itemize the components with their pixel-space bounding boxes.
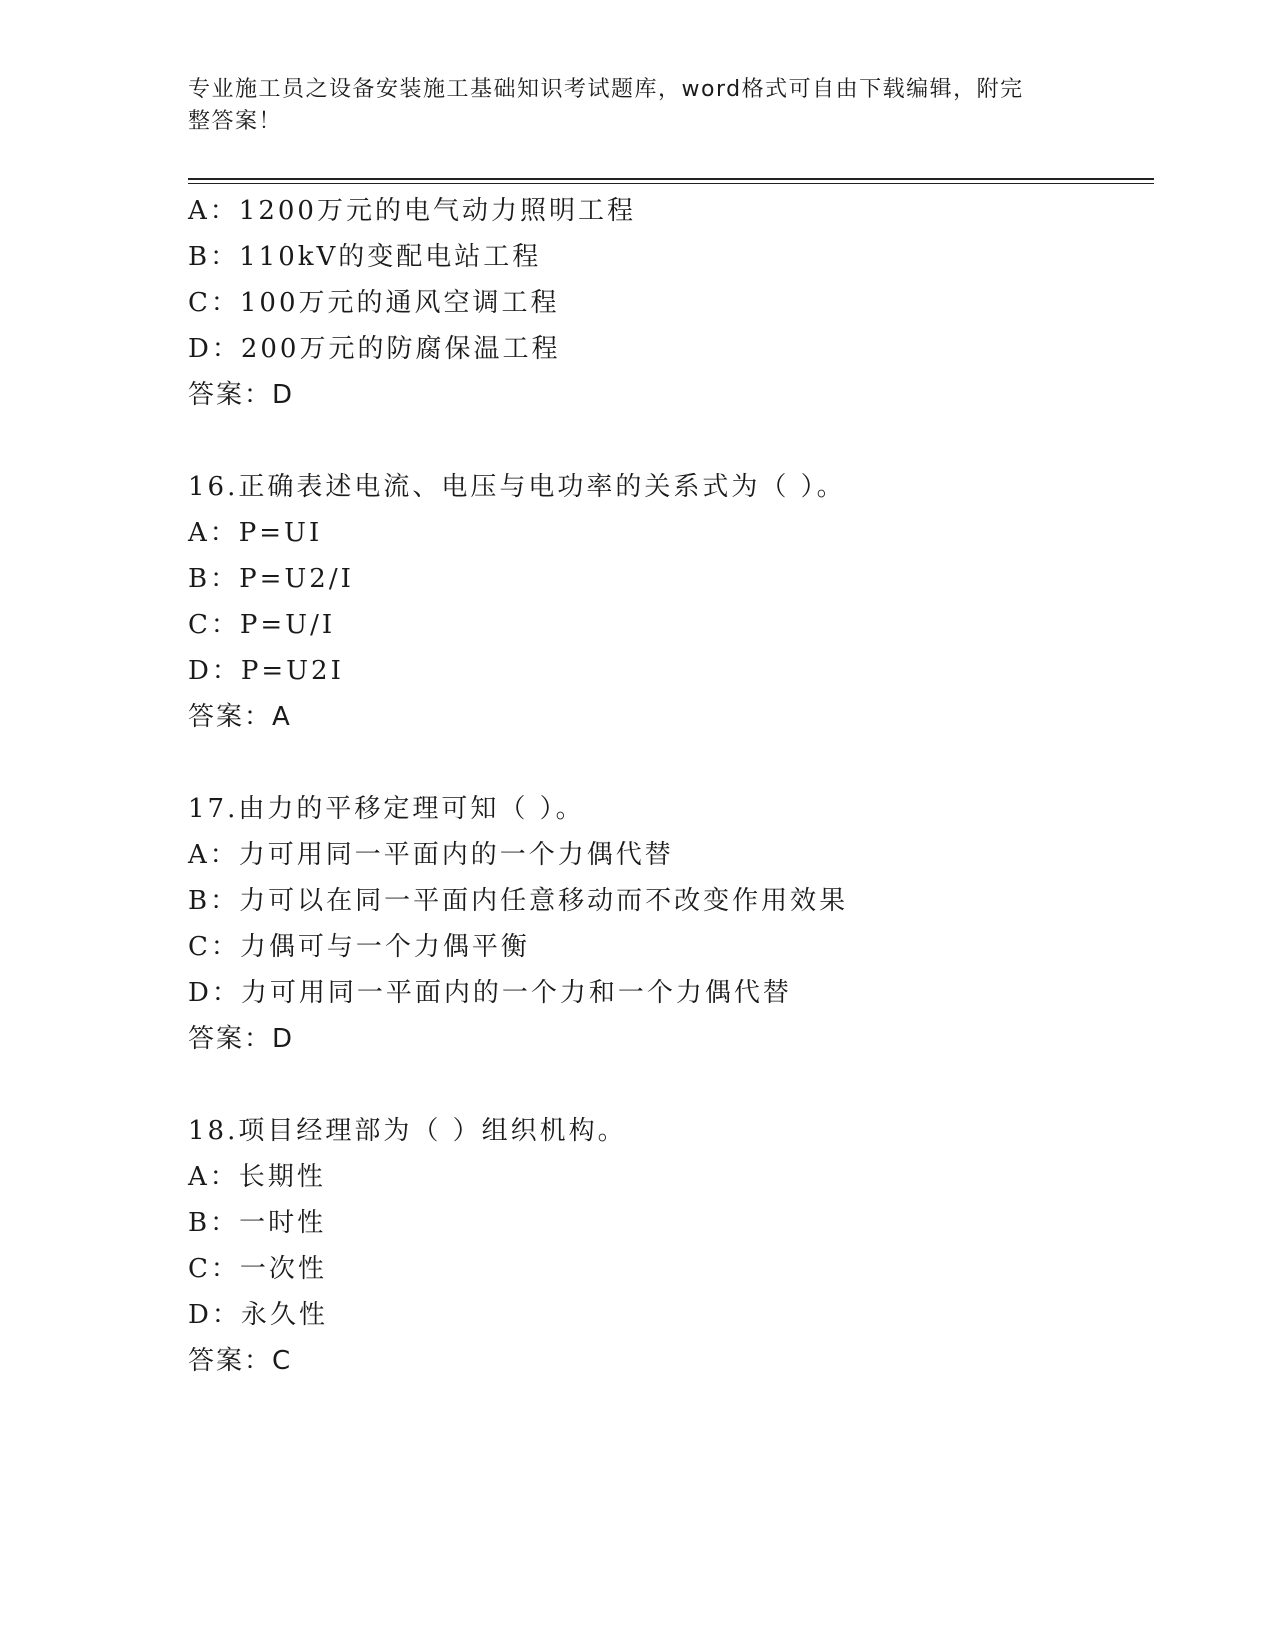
option-a: A：1200万元的电气动力照明工程: [188, 196, 636, 226]
question-text: 18.项目经理部为（ ）组织机构。: [188, 1116, 627, 1146]
question-block-15: [188, 188, 1154, 418]
question-text: 17.由力的平移定理可知（ ）。: [188, 794, 585, 824]
option-b: B：力可以在同一平面内任意移动而不改变作用效果: [188, 886, 849, 916]
answer-line: 答案：D: [188, 380, 295, 410]
question-list: [188, 188, 1154, 1384]
header-divider-thin: [188, 183, 1154, 184]
option-c: C：100万元的通风空调工程: [188, 288, 560, 318]
option-b: B：一时性: [188, 1208, 327, 1238]
option-a: A：力可用同一平面内的一个力偶代替: [188, 840, 674, 870]
question-text: 16.正确表述电流、电压与电功率的关系式为（ ）。: [188, 472, 846, 502]
option-a: A：长期性: [188, 1162, 326, 1192]
question-block-17: [188, 786, 1154, 1062]
option-d: D：P=U2I: [188, 656, 344, 686]
option-d: D：永久性: [188, 1300, 328, 1330]
header-divider-thick: [188, 178, 1154, 180]
answer-line: 答案：D: [188, 1024, 295, 1054]
block-spacer: [188, 1062, 1154, 1108]
option-c: C：P=U/I: [188, 610, 336, 640]
block-spacer: [188, 740, 1154, 786]
document-header: [188, 74, 1088, 138]
option-b: B：110kV的变配电站工程: [188, 242, 542, 272]
option-c: C：一次性: [188, 1254, 327, 1284]
block-spacer: [188, 418, 1154, 464]
option-c: C：力偶可与一个力偶平衡: [188, 932, 530, 962]
question-block-16: [188, 464, 1154, 740]
header-line-1: 专业施工员之设备安装施工基础知识考试题库，word格式可自由下载编辑，附完: [188, 77, 1024, 102]
option-d: D：力可用同一平面内的一个力和一个力偶代替: [188, 978, 792, 1008]
header-line-2: 整答案！: [188, 109, 283, 134]
question-block-18: [188, 1108, 1154, 1384]
answer-line: 答案：C: [188, 1346, 293, 1376]
answer-line: 答案：A: [188, 702, 292, 732]
option-b: B：P=U2/I: [188, 564, 354, 594]
option-a: A：P=UI: [188, 518, 323, 548]
option-d: D：200万元的防腐保温工程: [188, 334, 561, 364]
